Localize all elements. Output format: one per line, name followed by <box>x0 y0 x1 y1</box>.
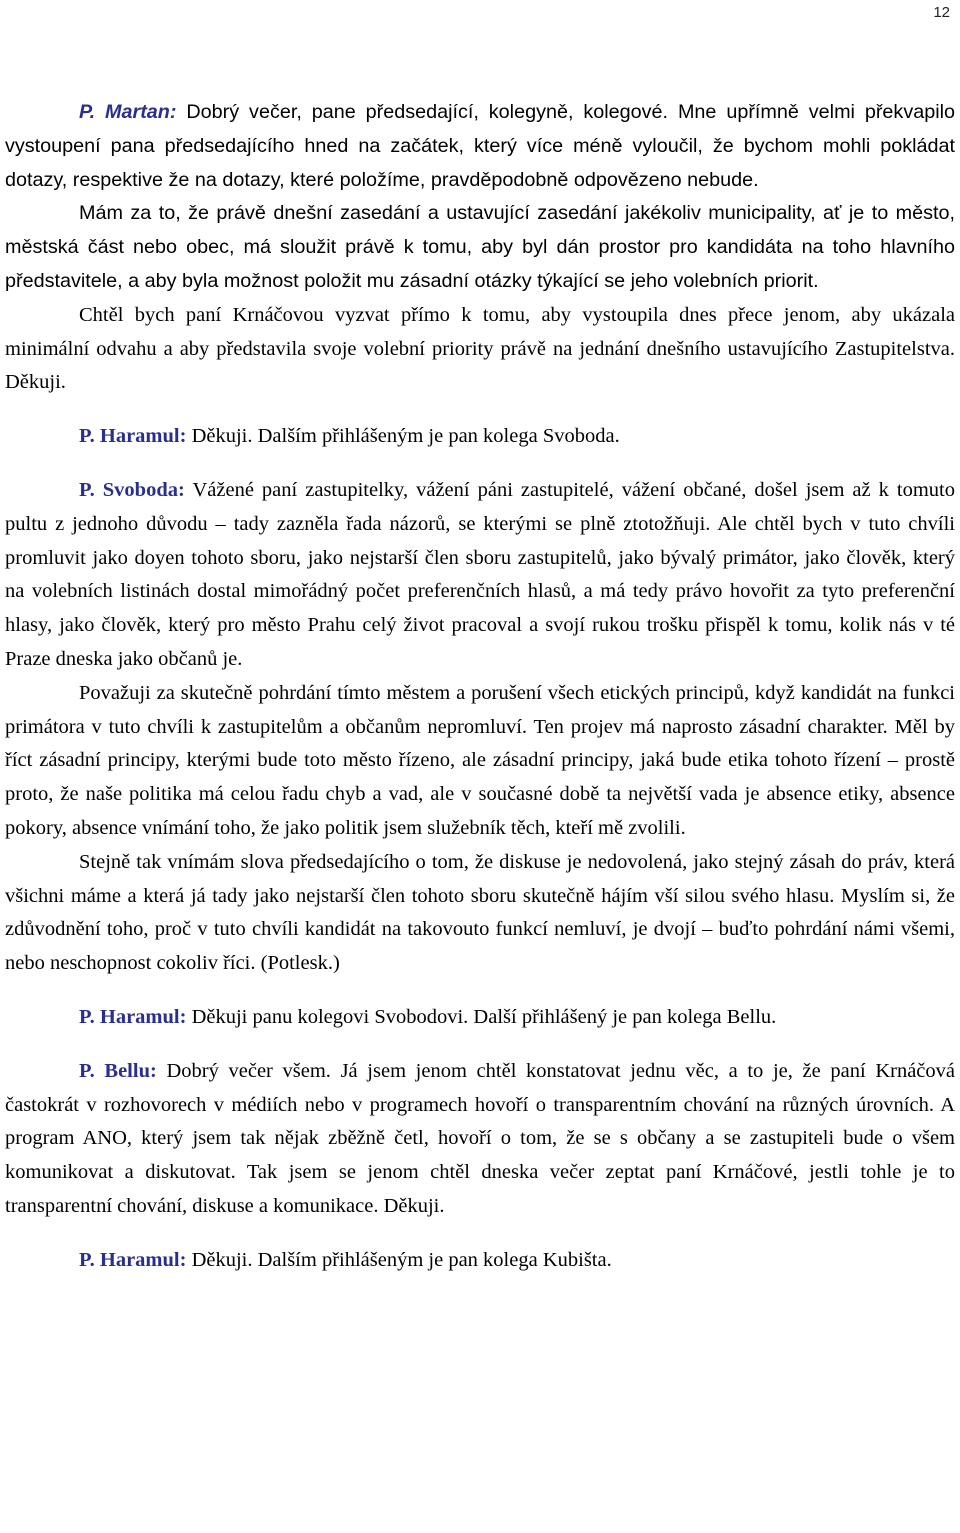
speaker-name: P. Martan: <box>79 101 177 123</box>
speech-martan <box>5 96 955 197</box>
speech-haramul <box>5 1001 955 1035</box>
speech-text: Dobrý večer všem. Já jsem jenom chtěl konstatovat jednu věc, a to je, že paní Krnáčová častokrát v rozhovorech v médiích nebo v programech hovoří o transparentním chování na různých úrovních. A program ANO, který jsem tak nějak zběžně četl, hovoří o tom, že se s občany a se zastupiteli bude o všem komunikovat a diskutovat. Tak jsem se jenom chtěl dneska večer zeptat paní Krnáčové, jestli tohle je to transparentní chování, diskuse a komunikace. Děkuji. <box>5 1059 955 1217</box>
speech-haramul <box>5 420 955 454</box>
speech-text: Děkuji. Dalším přihlášeným je pan kolega Svoboda. <box>191 425 620 448</box>
speaker-name: P. Svoboda: <box>79 478 185 501</box>
speech-text: Vážené paní zastupitelky, vážení páni zastupitelé, vážení občané, došel jsem až k tomuto pultu z jednoho důvodu – tady zazněla řada názorů, se kterými se plně ztotožňuji. Ale chtěl bych v tuto chvíli promluvit jako doyen tohoto sboru, jako nejstarší člen sboru zastupitelů, jako bývalý primátor, jako člověk, který na volebních listinách dostal mimořádný počet preferenčních hlasů, a má tedy právo hovořit za tyto preferenční hlasy, jako člověk, který pro město Prahu celý život pracoval a svojí rukou trošku přispěl k tomu, kolik nás v té Praze dneska jako občanů je. <box>5 478 955 670</box>
transcript <box>5 96 955 1278</box>
speaker-name: P. Haramul: <box>79 425 187 448</box>
speech-paragraph: Mám za to, že právě dnešní zasedání a ustavující zasedání jakékoliv municipality, ať je to město, městská část nebo obec, má sloužit právě k tomu, aby byl dán prostor pro kandidáta na toho hlavního představitele, a aby byla možnost položit mu zásadní otázky týkající se jeho volebních priorit. <box>5 202 955 292</box>
speaker-name: P. Haramul: <box>79 1248 187 1271</box>
speech-paragraph: Chtěl bych paní Krnáčovou vyzvat přímo k tomu, aby vystoupila dnes přece jenom, aby ukázala minimální odvahu a aby představila svoje volební priority právě na jednání dnešního ustavujícího Zastupitelstva. Děkuji. <box>5 303 955 394</box>
speech-paragraph: Stejně tak vnímám slova předsedajícího o tom, že diskuse je nedovolená, jako stejný zásah do práv, která všichni máme a která já tady jako nejstarší člen tohoto sboru skutečně hájím vší silou svého hlasu. Myslím si, že zdůvodnění toho, proč v tuto chvíli kandidát na takovouto funkcí nemluví, je dvojí – buďto pohrdání námi všemi, nebo neschopnost cokoliv říci. (Potlesk.) <box>5 850 955 975</box>
speaker-name: P. Bellu: <box>79 1059 157 1082</box>
page-number: 12 <box>933 4 950 21</box>
speech-paragraph: Považuji za skutečně pohrdání tímto městem a porušení všech etických principů, když kandidát na funkci primátora v tuto chvíli k zastupitelům a občanům nepromluví. Ten projev má naprosto zásadní charakter. Měl by říct zásadní principy, kterými bude toto město řízeno, ale zásadní principy, jaká bude etika tohoto řízení – prostě proto, že naše politika má celou řadu chyb a vad, ale v současné době ta největší vada je absence etiky, absence pokory, absence vnímání toho, že jako politik jsem služebník těch, kteří mě zvolili. <box>5 681 955 839</box>
speech-text: Děkuji. Dalším přihlášeným je pan kolega Kubišta. <box>191 1248 612 1271</box>
speech-text: Dobrý večer, pane předsedající, kolegyně, kolegové. Mne upřímně velmi překvapilo vystoupení pana předsedajícího hned na začátek, který více méně vyloučil, že bychom mohli pokládat dotazy, respektive že na dotazy, které položíme, pravděpodobně odpovězeno nebude. <box>5 101 956 191</box>
speech-bellu <box>5 1055 955 1224</box>
speech-haramul <box>5 1244 955 1278</box>
speaker-name: P. Haramul: <box>79 1005 187 1028</box>
speech-text: Děkuji panu kolegovi Svobodovi. Další přihlášený je pan kolega Bellu. <box>191 1005 777 1028</box>
speech-svoboda <box>5 474 955 677</box>
